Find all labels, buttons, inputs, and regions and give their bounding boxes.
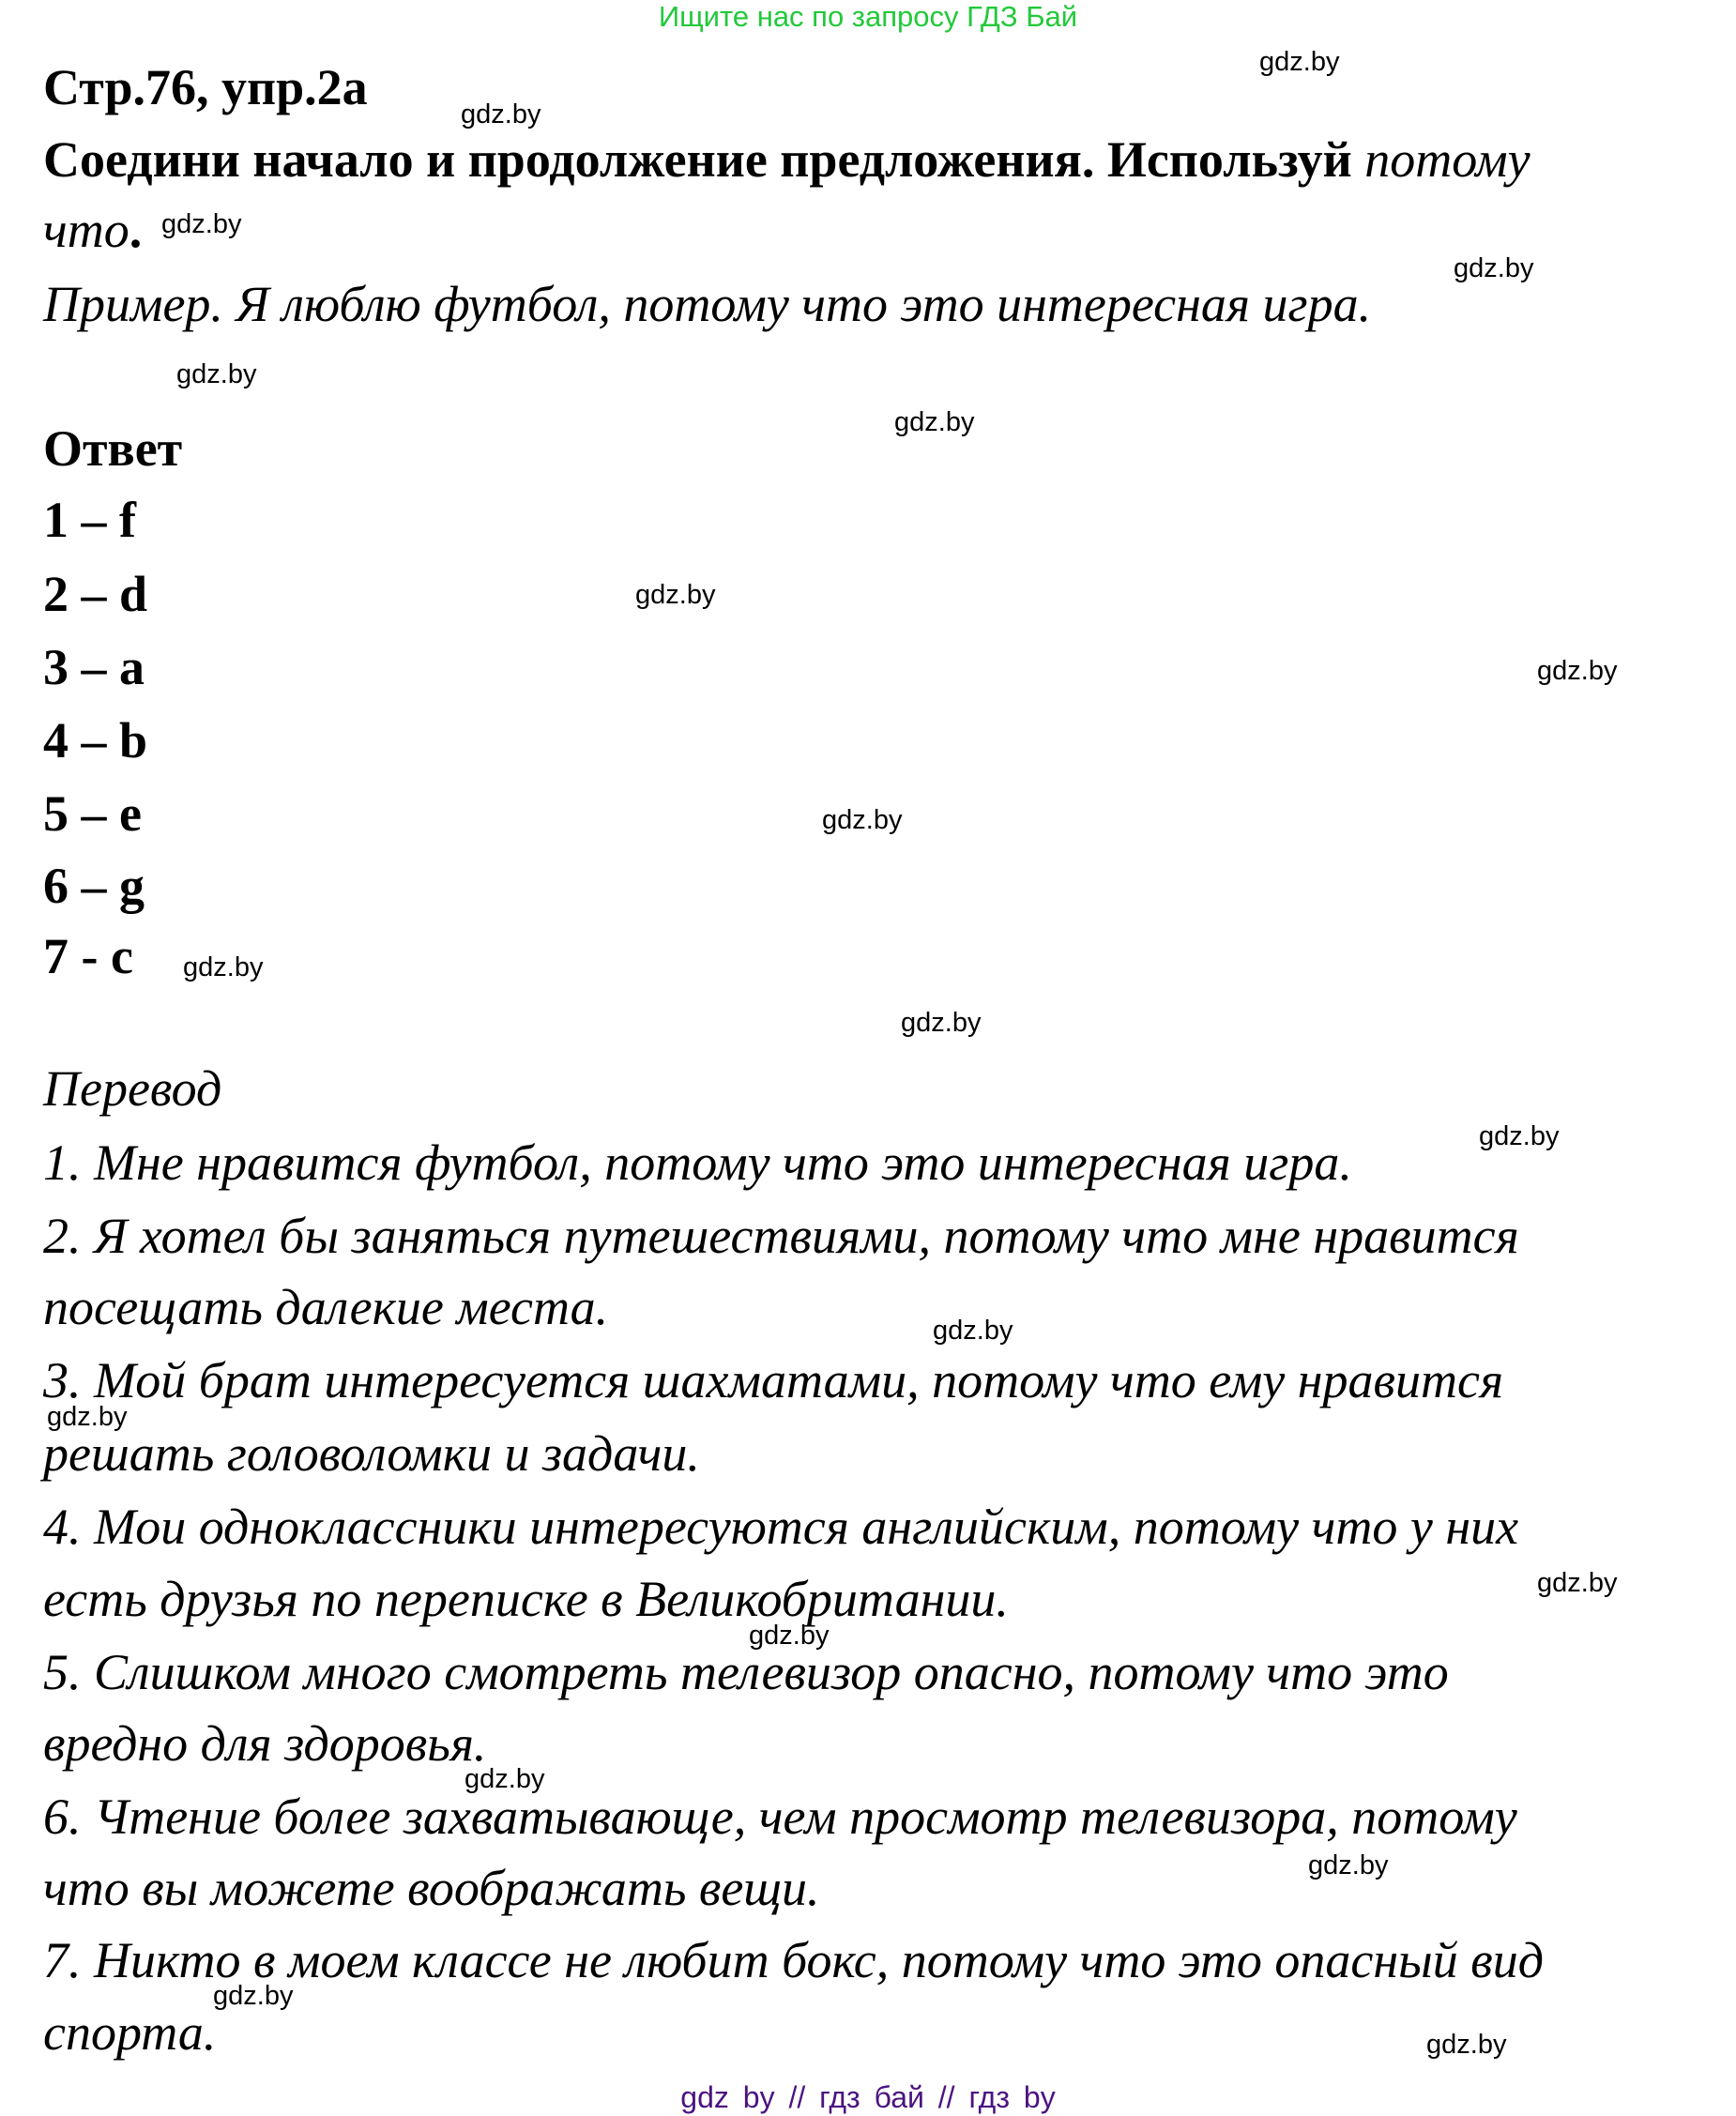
instruction-line-2 <box>43 202 142 258</box>
answer-item: 1 – f <box>43 492 136 548</box>
watermark: gdz.by <box>635 580 716 610</box>
translation-line: есть друзья по переписке в Великобритании. <box>43 1571 1009 1627</box>
translation-line: 6. Чтение более захватывающе, чем просмотр телевизора, потому <box>43 1789 1517 1845</box>
watermark: gdz.by <box>176 359 257 389</box>
answer-item: 2 – d <box>43 566 148 622</box>
answer-item: 7 - c <box>43 928 133 984</box>
answer-item: 4 – b <box>43 712 148 769</box>
watermark: gdz.by <box>1479 1121 1560 1151</box>
answer-heading: Ответ <box>43 420 183 477</box>
watermark: gdz.by <box>1426 2030 1507 2060</box>
watermark: gdz.by <box>1454 253 1534 283</box>
watermark: gdz.by <box>822 805 903 835</box>
watermark: gdz.by <box>749 1621 830 1651</box>
search-banner: Ищите нас по запросу ГДЗ Бай <box>658 0 1078 33</box>
watermark: gdz.by <box>894 407 975 437</box>
answer-item: 5 – e <box>43 785 142 842</box>
translation-heading: Перевод <box>43 1060 222 1117</box>
watermark: gdz.by <box>1537 1568 1618 1598</box>
watermark: gdz.by <box>1537 656 1618 686</box>
watermark: gdz.by <box>183 952 264 982</box>
watermark: gdz.by <box>464 1764 545 1794</box>
answer-item: 6 – g <box>43 858 145 914</box>
translation-line: спорта. <box>43 2004 217 2061</box>
translation-line: решать головоломки и задачи. <box>43 1425 700 1482</box>
translation-line: 4. Мои одноклассники интересуются английским, потому что у них <box>43 1499 1519 1555</box>
watermark: gdz.by <box>47 1402 128 1432</box>
translation-line: 7. Никто в моем классе не любит бокс, потому что это опасный вид <box>43 1932 1545 1988</box>
watermark: gdz.by <box>161 209 242 239</box>
watermark: gdz.by <box>1259 47 1340 77</box>
watermark: gdz.by <box>901 1008 982 1038</box>
page-title: Стр.76, упр.2а <box>43 59 368 115</box>
watermark: gdz.by <box>933 1316 1013 1346</box>
watermark: gdz.by <box>461 99 541 129</box>
example-sentence: Пример. Я люблю футбол, потому что это интересная игра. <box>43 276 1372 332</box>
instruction-text: Соедини начало и продолжение предложения. Используй <box>43 131 1352 188</box>
translation-line: 3. Мой брат интересуется шахматами, потому что ему нравится <box>43 1352 1504 1408</box>
watermark: gdz.by <box>213 1981 294 2011</box>
instruction-line-1 <box>43 131 1530 188</box>
footer-links: gdz by // гдз бай // гдз by <box>680 2080 1056 2114</box>
translation-line: 2. Я хотел бы заняться путешествиями, потому что мне нравится <box>43 1208 1519 1264</box>
answer-item: 3 – a <box>43 639 145 695</box>
instruction-end: . <box>129 202 143 258</box>
translation-line: 1. Мне нравится футбол, потому что это интересная игра. <box>43 1134 1352 1191</box>
translation-line: что вы можете воображать вещи. <box>43 1860 820 1916</box>
translation-line: посещать далекие места. <box>43 1279 609 1335</box>
instruction-italic: что <box>43 202 129 258</box>
translation-line: вредно для здоровья. <box>43 1715 487 1772</box>
watermark: gdz.by <box>1308 1850 1389 1880</box>
translation-line: 5. Слишком много смотреть телевизор опасно, потому что это <box>43 1644 1449 1700</box>
instruction-italic: потому <box>1364 131 1530 188</box>
